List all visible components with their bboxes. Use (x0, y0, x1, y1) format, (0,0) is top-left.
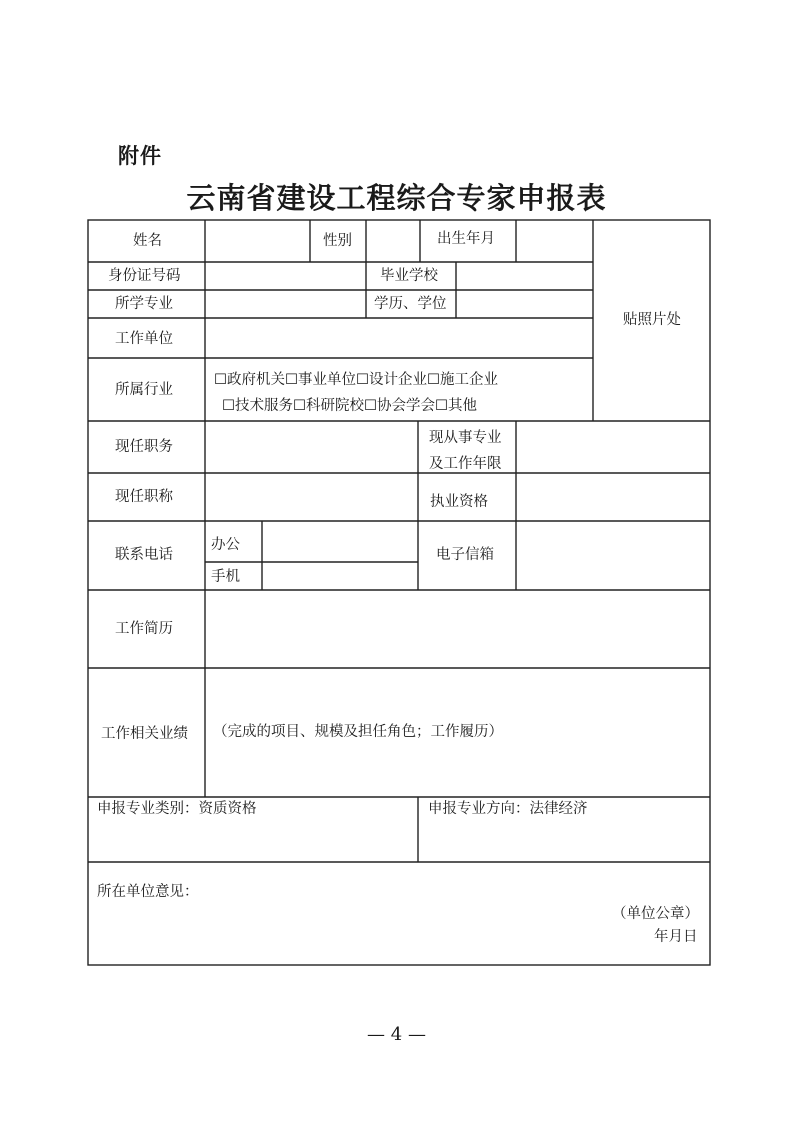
form-title: 云南省建设工程综合专家申报表 (186, 181, 607, 215)
gender-label: 性别 (323, 233, 352, 249)
name-label: 姓名 (133, 233, 162, 249)
category-label: 申报专业类别：资质资格 (97, 801, 257, 817)
seal-label: （单位公章） (612, 906, 699, 922)
resume-label: 工作简历 (115, 621, 173, 637)
id-number-label: 身份证号码 (108, 268, 181, 284)
work-unit-label: 工作单位 (115, 331, 173, 347)
mobile-phone-label: 手机 (211, 569, 240, 585)
attachment-label: 附件 (118, 144, 162, 168)
page-number: — 4 — (367, 1024, 426, 1045)
office-phone-label: 办公 (211, 537, 240, 553)
email-label: 电子信箱 (436, 547, 494, 563)
direction-label: 申报专业方向：法律经济 (428, 801, 588, 817)
birth-label: 出生年月 (437, 231, 495, 247)
date-label: 年月日 (654, 929, 698, 945)
major-label: 所学专业 (115, 296, 173, 312)
years-label-line1: 现从事专业 (429, 430, 502, 446)
qualification-label: 执业资格 (430, 494, 488, 510)
school-label: 毕业学校 (380, 268, 438, 284)
achievements-hint: （完成的项目、规模及担任角色；工作履历） (213, 724, 503, 740)
opinion-label: 所在单位意见： (97, 884, 199, 900)
title-rank-label: 现任职称 (115, 489, 173, 505)
position-label: 现任职务 (115, 439, 173, 455)
industry-options-line2: ☐技术服务☐科研院校☐协会学会☐其他 (222, 398, 477, 414)
degree-label: 学历、学位 (374, 296, 447, 312)
industry-label: 所属行业 (115, 382, 173, 398)
phone-label: 联系电话 (115, 547, 173, 563)
industry-options-line1: ☐政府机关☐事业单位☐设计企业☐施工企业 (214, 372, 498, 388)
years-label-line2: 及工作年限 (429, 456, 502, 472)
achievements-label: 工作相关业绩 (101, 726, 188, 742)
photo-placeholder: 贴照片处 (623, 312, 681, 328)
